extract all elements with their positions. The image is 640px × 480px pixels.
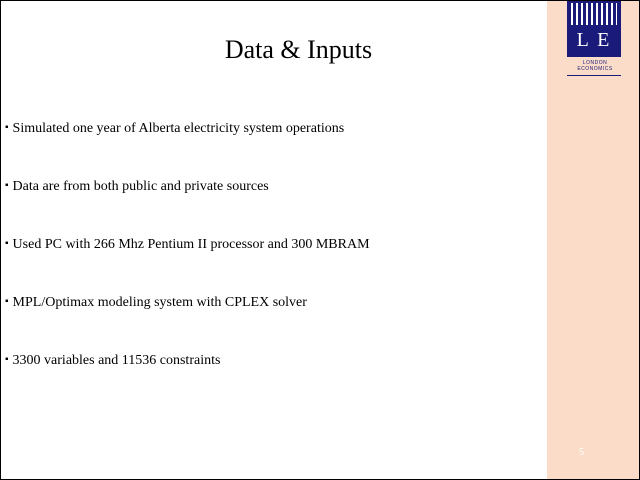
bullet-item [5, 179, 269, 195]
bullet-marker-icon: ▪ [5, 238, 9, 249]
side-panel [547, 1, 639, 479]
bullet-item [5, 121, 344, 137]
logo-pillars-graphic [571, 3, 617, 25]
page-number: 5 [579, 447, 584, 458]
bullet-text: Data are from both public and private sources [12, 179, 269, 194]
bullet-item [5, 295, 307, 311]
bullet-text: MPL/Optimax modeling system with CPLEX solver [12, 295, 307, 310]
bullet-text: Simulated one year of Alberta electricity system operations [12, 121, 345, 136]
bullet-item [5, 353, 220, 369]
logo-caption-line2: ECONOMICS [577, 66, 613, 72]
bullet-item [5, 237, 370, 253]
bullet-marker-icon: ▪ [5, 180, 9, 191]
bullet-marker-icon: ▪ [5, 354, 9, 365]
logo-letters: L E [576, 29, 612, 51]
bullet-marker-icon: ▪ [5, 122, 9, 133]
logo-caption-line1: LONDON [582, 60, 608, 66]
logo-divider [567, 75, 621, 76]
slide-title: Data & Inputs [224, 35, 373, 64]
bullet-marker-icon: ▪ [5, 296, 9, 307]
bullet-text: Used PC with 266 Mhz Pentium II processor and 300 MBRAM [12, 237, 370, 252]
bullet-text: 3300 variables and 11536 constraints [12, 353, 221, 368]
